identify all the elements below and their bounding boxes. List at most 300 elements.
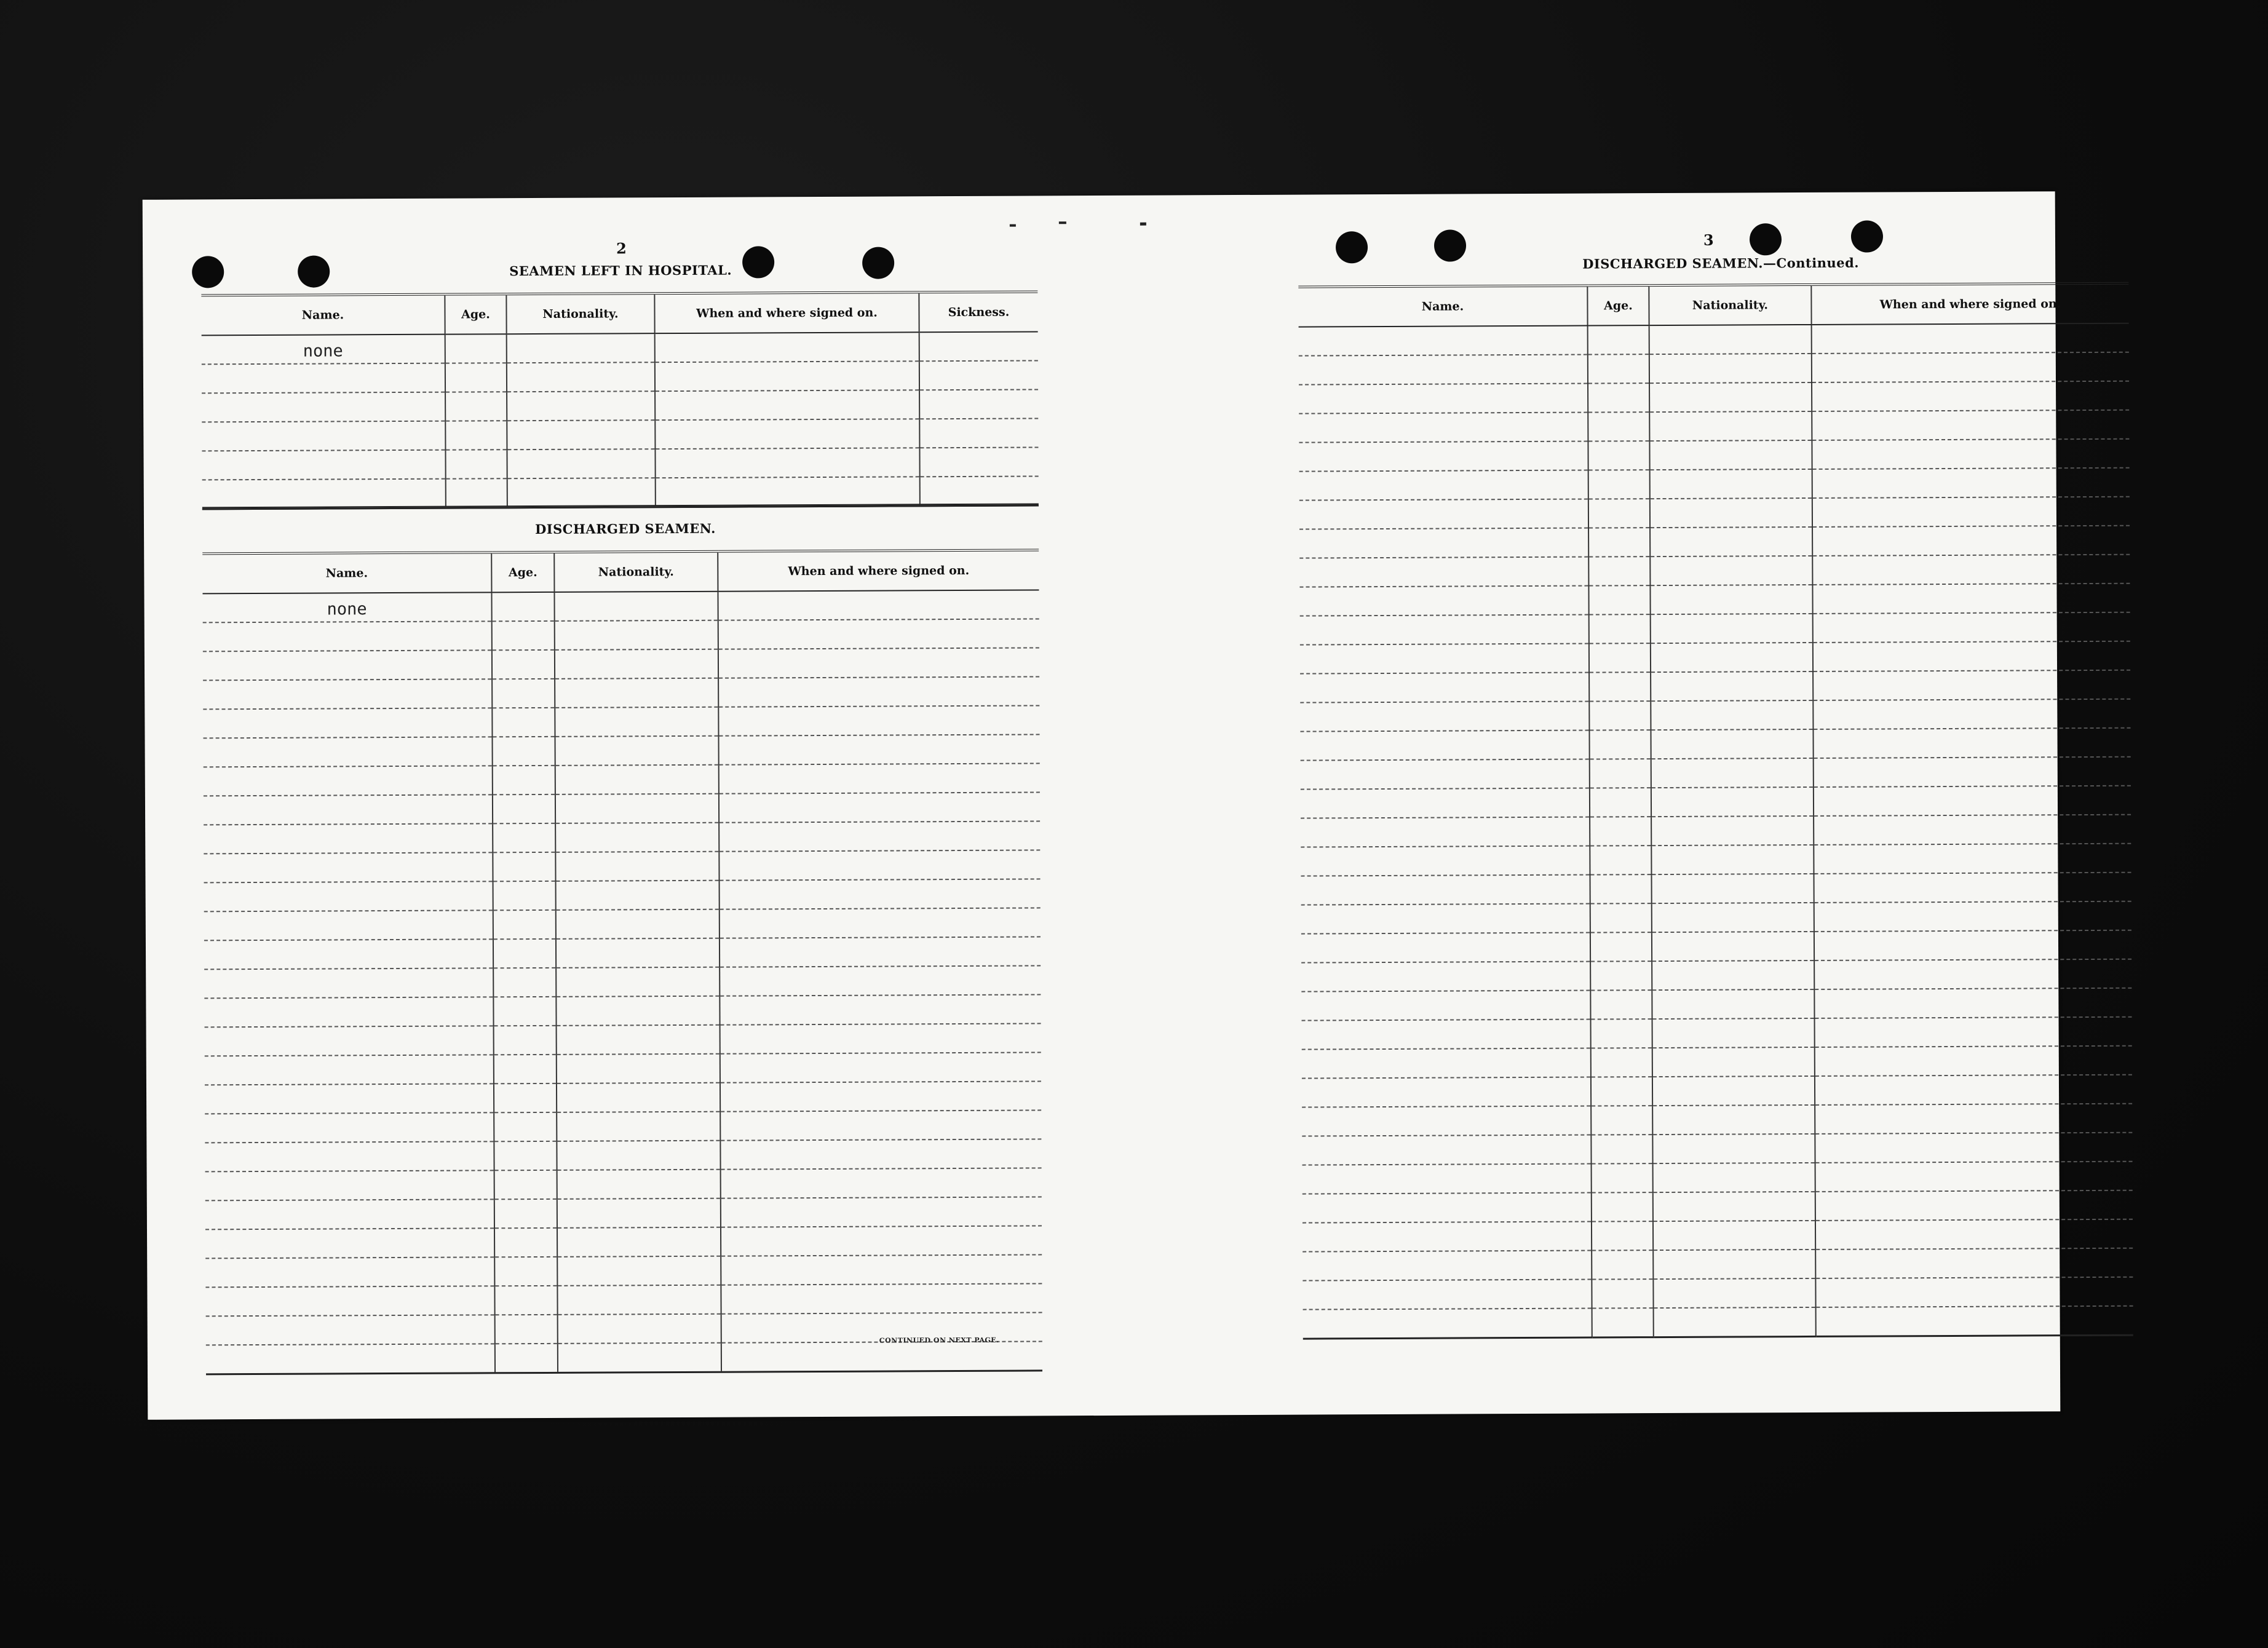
- punch-hole: [298, 255, 330, 287]
- table-cell: [1590, 788, 1651, 817]
- table-cell: [1652, 989, 1814, 1019]
- table-cell: [1814, 901, 2131, 932]
- table-cell: [1653, 1278, 1815, 1308]
- table-cell: [1588, 528, 1650, 557]
- table-cell: [557, 1054, 720, 1083]
- table-cell: [494, 1199, 557, 1228]
- column-header: Nationality.: [554, 552, 718, 592]
- table-row: [1302, 1046, 2132, 1079]
- table-cell: [494, 1112, 557, 1141]
- table-cell: [204, 823, 493, 854]
- column-header: Age.: [445, 294, 506, 334]
- table-cell: [1812, 584, 2130, 614]
- table-cell: [491, 592, 554, 621]
- table-cell: [1652, 903, 1814, 932]
- punch-hole: [1750, 223, 1782, 255]
- table-cell: [1299, 384, 1588, 414]
- table-cell: [494, 1170, 557, 1199]
- table-cell: [205, 1112, 494, 1143]
- table-cell: [558, 1343, 721, 1373]
- table-cell: [721, 1168, 1042, 1198]
- table-cell: [1813, 699, 2130, 729]
- table-row: [205, 1168, 1042, 1200]
- table-row: [1299, 584, 2130, 616]
- table-cell: [1814, 959, 2131, 989]
- table-cell: [1299, 355, 1588, 385]
- table-cell: [1300, 673, 1589, 703]
- table-row: [1302, 1133, 2132, 1165]
- table-cell: [1590, 961, 1652, 990]
- table-cell: [1651, 614, 1813, 643]
- table-cell: [1590, 903, 1652, 932]
- table-cell: [720, 937, 1041, 967]
- table-row: [204, 908, 1041, 940]
- table-cell: [555, 620, 718, 650]
- table-cell: [1812, 439, 2129, 469]
- table-cell: [1653, 1221, 1815, 1250]
- table-cell: [1650, 585, 1812, 614]
- table-cell: [1299, 326, 1588, 356]
- table-cell: [493, 910, 556, 939]
- hospital-section-heading: SEAMEN LEFT IN HOSPITAL.: [509, 262, 732, 279]
- table-cell: [507, 333, 655, 363]
- table-row: [1303, 1162, 2133, 1194]
- table-cell: [721, 1341, 1042, 1372]
- table-cell: [205, 1286, 494, 1316]
- table-cell: [507, 362, 655, 392]
- table-row: [205, 1197, 1042, 1229]
- table-cell: [1299, 413, 1588, 443]
- table-cell: [1651, 816, 1814, 846]
- table-row: [1301, 786, 2131, 818]
- table-cell: [1814, 815, 2131, 845]
- table-cell: [1588, 499, 1650, 528]
- table-cell: [1592, 1221, 1653, 1250]
- table-cell: [1590, 846, 1651, 874]
- table-cell: [1649, 440, 1812, 470]
- table-cell: [202, 392, 445, 422]
- table-cell: [205, 1170, 494, 1200]
- table-cell: [204, 968, 493, 998]
- table-cell: [202, 592, 491, 622]
- table-cell: [1589, 672, 1651, 701]
- scan-speck: [1059, 221, 1066, 224]
- table-row: [205, 1052, 1041, 1085]
- table-cell: [919, 418, 1038, 448]
- table-row: [1303, 1190, 2133, 1223]
- table-cell: [1815, 1162, 2133, 1192]
- punch-hole: [862, 247, 894, 279]
- table-cell: [206, 1344, 495, 1374]
- table-row: [1301, 930, 2131, 963]
- punch-hole: [192, 256, 224, 288]
- table-cell: [494, 1286, 557, 1315]
- table-cell: [1651, 729, 1813, 759]
- table-row: [1299, 381, 2129, 414]
- table-cell: [1301, 759, 1590, 790]
- table-cell: [1652, 1105, 1815, 1135]
- column-header: Name.: [202, 552, 491, 593]
- table-cell: [1588, 585, 1650, 614]
- table-cell: [1650, 556, 1812, 585]
- table-row: [203, 705, 1039, 738]
- table-cell: [655, 448, 919, 478]
- table-cell: [1589, 614, 1651, 643]
- table-cell: [492, 708, 555, 737]
- table-cell: [1814, 873, 2131, 903]
- table-cell: [556, 996, 720, 1026]
- table-cell: [494, 1083, 557, 1112]
- table-row: [1301, 873, 2131, 905]
- table-cell: [1299, 499, 1588, 529]
- table-cell: [203, 650, 492, 680]
- discharged-continued-heading: DISCHARGED SEAMEN.—Continued.: [1582, 255, 1860, 272]
- table-cell: [1816, 1306, 2133, 1337]
- table-cell: [1303, 1164, 1592, 1194]
- table-cell: [1812, 526, 2130, 556]
- table-cell: [1590, 990, 1652, 1019]
- table-cell: [1299, 442, 1588, 472]
- table-cell: [204, 910, 493, 940]
- table-cell: [919, 447, 1038, 477]
- column-header: When and where signed on.: [1811, 283, 2128, 325]
- table-cell: [1815, 1017, 2132, 1047]
- table-cell: [555, 736, 719, 766]
- table-cell: [1592, 1250, 1653, 1279]
- column-header: Age.: [1587, 285, 1649, 325]
- table-cell: [1814, 757, 2131, 787]
- table-cell: [718, 705, 1039, 735]
- table-row: [1301, 988, 2131, 1021]
- table-cell: [1301, 817, 1590, 847]
- table-cell: [1591, 1077, 1652, 1106]
- table-cell: [1301, 962, 1590, 992]
- table-cell: [1813, 612, 2130, 643]
- table-cell: [919, 360, 1038, 390]
- table-cell: [1299, 557, 1588, 587]
- table-cell: [1813, 728, 2130, 758]
- punch-hole: [1434, 229, 1466, 261]
- table-cell: [507, 449, 655, 478]
- table-cell: [557, 1141, 720, 1170]
- table-row: [205, 1226, 1042, 1258]
- table-cell: [1590, 874, 1651, 903]
- table-cell: [203, 679, 492, 709]
- table-cell: [1301, 904, 1590, 934]
- table-row: [203, 676, 1039, 709]
- table-cell: [919, 331, 1038, 361]
- table-cell: [204, 939, 493, 969]
- discharged-section-heading: DISCHARGED SEAMEN.: [534, 520, 716, 537]
- table-cell: [720, 965, 1041, 996]
- table-row: [1301, 959, 2131, 992]
- table-cell: [556, 967, 720, 997]
- table-row: [202, 447, 1038, 480]
- table-cell: [1588, 470, 1650, 499]
- table-cell: [557, 1256, 721, 1286]
- table-cell: [555, 707, 718, 737]
- column-header: Nationality.: [1649, 285, 1811, 325]
- table-cell: [1592, 1308, 1654, 1337]
- table-row: [205, 1283, 1042, 1316]
- table-cell: [1302, 1135, 1591, 1165]
- table-cell: [1590, 759, 1651, 788]
- table-cell: [1588, 354, 1649, 383]
- table-cell: [554, 592, 718, 621]
- right-page: [1099, 191, 2061, 1416]
- table-row: [204, 937, 1041, 969]
- handwritten-entry: none: [303, 341, 343, 361]
- table-cell: [1652, 1018, 1815, 1048]
- table-row: [1299, 497, 2130, 529]
- table-cell: [205, 1026, 494, 1056]
- table-cell: [1812, 497, 2130, 527]
- table-cell: [1591, 1048, 1652, 1077]
- left-page: [143, 196, 1104, 1420]
- table-cell: [556, 909, 720, 939]
- table-row: [1302, 1104, 2132, 1136]
- column-header: When and where signed on.: [654, 292, 919, 333]
- table-cell: [1588, 557, 1650, 585]
- table-cell: [1814, 786, 2131, 816]
- table-cell: [1302, 1048, 1591, 1079]
- table-cell: [1812, 410, 2129, 440]
- table-cell: [718, 734, 1039, 764]
- table-cell: [1588, 325, 1649, 354]
- table-cell: [555, 765, 719, 794]
- column-header: Name.: [201, 295, 445, 336]
- table-cell: [1653, 1192, 1815, 1221]
- table-row: [202, 590, 1039, 622]
- table-cell: [1300, 731, 1589, 761]
- table-cell: [493, 766, 555, 794]
- table-cell: [1814, 930, 2131, 961]
- table-cell: [1815, 1133, 2132, 1163]
- table-cell: [1813, 670, 2130, 700]
- table-cell: [1652, 1134, 1815, 1163]
- table-cell: [1591, 1106, 1652, 1135]
- table-cell: [1303, 1222, 1592, 1252]
- table-cell: [1591, 1135, 1652, 1163]
- table-row: [1299, 439, 2129, 472]
- table-cell: [494, 1257, 557, 1286]
- table-row: [1300, 612, 2130, 645]
- table-cell: [204, 766, 493, 796]
- table-row: [202, 418, 1038, 451]
- table-cell: [205, 1083, 494, 1114]
- table-row: [203, 619, 1039, 651]
- table-cell: [718, 676, 1039, 707]
- table-cell: [557, 1112, 720, 1141]
- table-cell: [1651, 643, 1813, 672]
- table-cell: [558, 1314, 721, 1344]
- table-cell: [720, 994, 1041, 1024]
- table-cell: [1299, 470, 1588, 501]
- table-row: [204, 763, 1040, 796]
- table-cell: [204, 794, 493, 825]
- table-row: [1302, 1017, 2132, 1050]
- table-cell: [1588, 412, 1649, 441]
- table-cell: [719, 792, 1040, 822]
- table-cell: [204, 737, 493, 767]
- table-cell: [1653, 1163, 1815, 1192]
- table-row: [1299, 526, 2130, 558]
- table-cell: [493, 968, 556, 997]
- table-cell: [720, 1110, 1041, 1140]
- table-cell: [445, 421, 507, 450]
- table-cell: [492, 621, 555, 650]
- table-cell: [1299, 528, 1588, 558]
- table-row: [204, 821, 1040, 854]
- table-cell: [445, 363, 507, 392]
- table-cell: [720, 1081, 1041, 1111]
- table-row: [204, 965, 1041, 998]
- table-cell: [555, 649, 718, 679]
- discharged-continued-table: [1298, 282, 2133, 1340]
- table-cell: [1299, 586, 1588, 616]
- table-cell: [1815, 1248, 2133, 1278]
- table-cell: [1300, 702, 1589, 732]
- table-cell: [1301, 788, 1590, 818]
- table-cell: [493, 852, 555, 881]
- table-cell: [557, 1198, 721, 1228]
- table-cell: [494, 1055, 557, 1083]
- column-header: Age.: [491, 552, 554, 592]
- page-number: 3: [1703, 231, 1714, 249]
- punch-hole: [742, 246, 774, 278]
- table-cell: [1815, 1046, 2132, 1076]
- table-cell: [1649, 354, 1812, 383]
- table-cell: [1653, 1250, 1815, 1279]
- hospital-table: [201, 290, 1039, 510]
- table-row: [1300, 728, 2130, 761]
- table-cell: [1649, 411, 1812, 441]
- table-cell: [1652, 1047, 1815, 1077]
- table-cell: [1650, 469, 1812, 499]
- table-cell: [1302, 1106, 1591, 1136]
- table-cell: [721, 1254, 1042, 1285]
- table-cell: [720, 879, 1041, 909]
- table-cell: [1815, 1219, 2133, 1250]
- table-cell: [1814, 844, 2131, 874]
- table-cell: [555, 678, 718, 708]
- table-cell: [495, 1315, 558, 1344]
- table-cell: [1812, 381, 2129, 411]
- table-row: [1300, 641, 2130, 674]
- table-cell: [492, 679, 555, 708]
- table-cell: [557, 1025, 720, 1055]
- table-cell: [1592, 1163, 1653, 1192]
- table-cell: [202, 479, 446, 509]
- table-cell: [719, 821, 1040, 851]
- table-row: [202, 389, 1038, 422]
- table-cell: [920, 476, 1039, 505]
- scan-speck: [1140, 223, 1146, 226]
- table-cell: [721, 1283, 1042, 1313]
- table-cell: [205, 1228, 494, 1258]
- table-row: [1299, 555, 2130, 587]
- table-cell: [1651, 671, 1813, 701]
- table-cell: [1815, 1104, 2132, 1134]
- table-cell: [493, 881, 556, 910]
- table-cell: [556, 938, 720, 968]
- table-cell: [507, 420, 655, 450]
- table-cell: [1815, 1075, 2132, 1105]
- table-row: [205, 1081, 1041, 1114]
- table-cell: [1812, 352, 2129, 382]
- table-cell: [1651, 787, 1814, 817]
- table-cell: [1301, 846, 1590, 876]
- table-cell: [1592, 1192, 1653, 1221]
- handwritten-entry: none: [327, 600, 367, 619]
- table-cell: [1651, 758, 1814, 788]
- table-cell: [1300, 615, 1589, 645]
- table-cell: [202, 450, 445, 480]
- table-cell: [720, 1052, 1041, 1082]
- table-cell: [720, 1139, 1041, 1169]
- table-cell: [656, 477, 920, 507]
- table-cell: [1589, 730, 1651, 759]
- table-cell: [204, 852, 493, 882]
- table-cell: [1651, 874, 1814, 903]
- page-number: 2: [616, 239, 627, 258]
- table-cell: [1589, 643, 1651, 672]
- table-cell: [1303, 1309, 1592, 1339]
- table-cell: [1303, 1280, 1592, 1310]
- table-cell: [445, 334, 507, 363]
- table-cell: [655, 419, 919, 449]
- table-cell: [493, 939, 556, 968]
- table-cell: [493, 737, 555, 766]
- table-row: [204, 734, 1040, 767]
- table-cell: [1590, 932, 1652, 961]
- table-cell: [1588, 383, 1649, 412]
- table-row: [1300, 670, 2130, 703]
- table-cell: [1815, 1277, 2133, 1307]
- table-row: [1303, 1277, 2133, 1310]
- table-cell: [493, 997, 556, 1026]
- table-cell: [492, 650, 555, 679]
- table-cell: [202, 363, 445, 394]
- table-cell: [1812, 468, 2130, 498]
- table-cell: [557, 1285, 721, 1315]
- table-row: [204, 850, 1040, 882]
- table-cell: [1813, 641, 2130, 671]
- column-header: Name.: [1298, 286, 1587, 327]
- table-row: [203, 648, 1039, 680]
- punch-hole: [1851, 220, 1883, 252]
- table-cell: [1649, 325, 1812, 354]
- table-cell: [494, 1228, 557, 1257]
- table-cell: [494, 1141, 557, 1170]
- table-cell: [1302, 1077, 1591, 1107]
- discharged-table: [202, 549, 1042, 1375]
- table-cell: [655, 332, 919, 362]
- table-cell: [557, 1083, 720, 1112]
- table-cell: [205, 1141, 494, 1171]
- table-cell: [204, 881, 493, 911]
- table-cell: [1301, 991, 1590, 1021]
- table-cell: [919, 389, 1038, 419]
- table-cell: [721, 1226, 1042, 1256]
- table-row: [1301, 815, 2131, 847]
- table-cell: [1302, 1020, 1591, 1050]
- table-cell: [718, 619, 1039, 649]
- table-row: [1301, 757, 2131, 790]
- table-cell: [204, 997, 493, 1027]
- table-cell: [446, 478, 507, 508]
- table-cell: [1812, 323, 2129, 354]
